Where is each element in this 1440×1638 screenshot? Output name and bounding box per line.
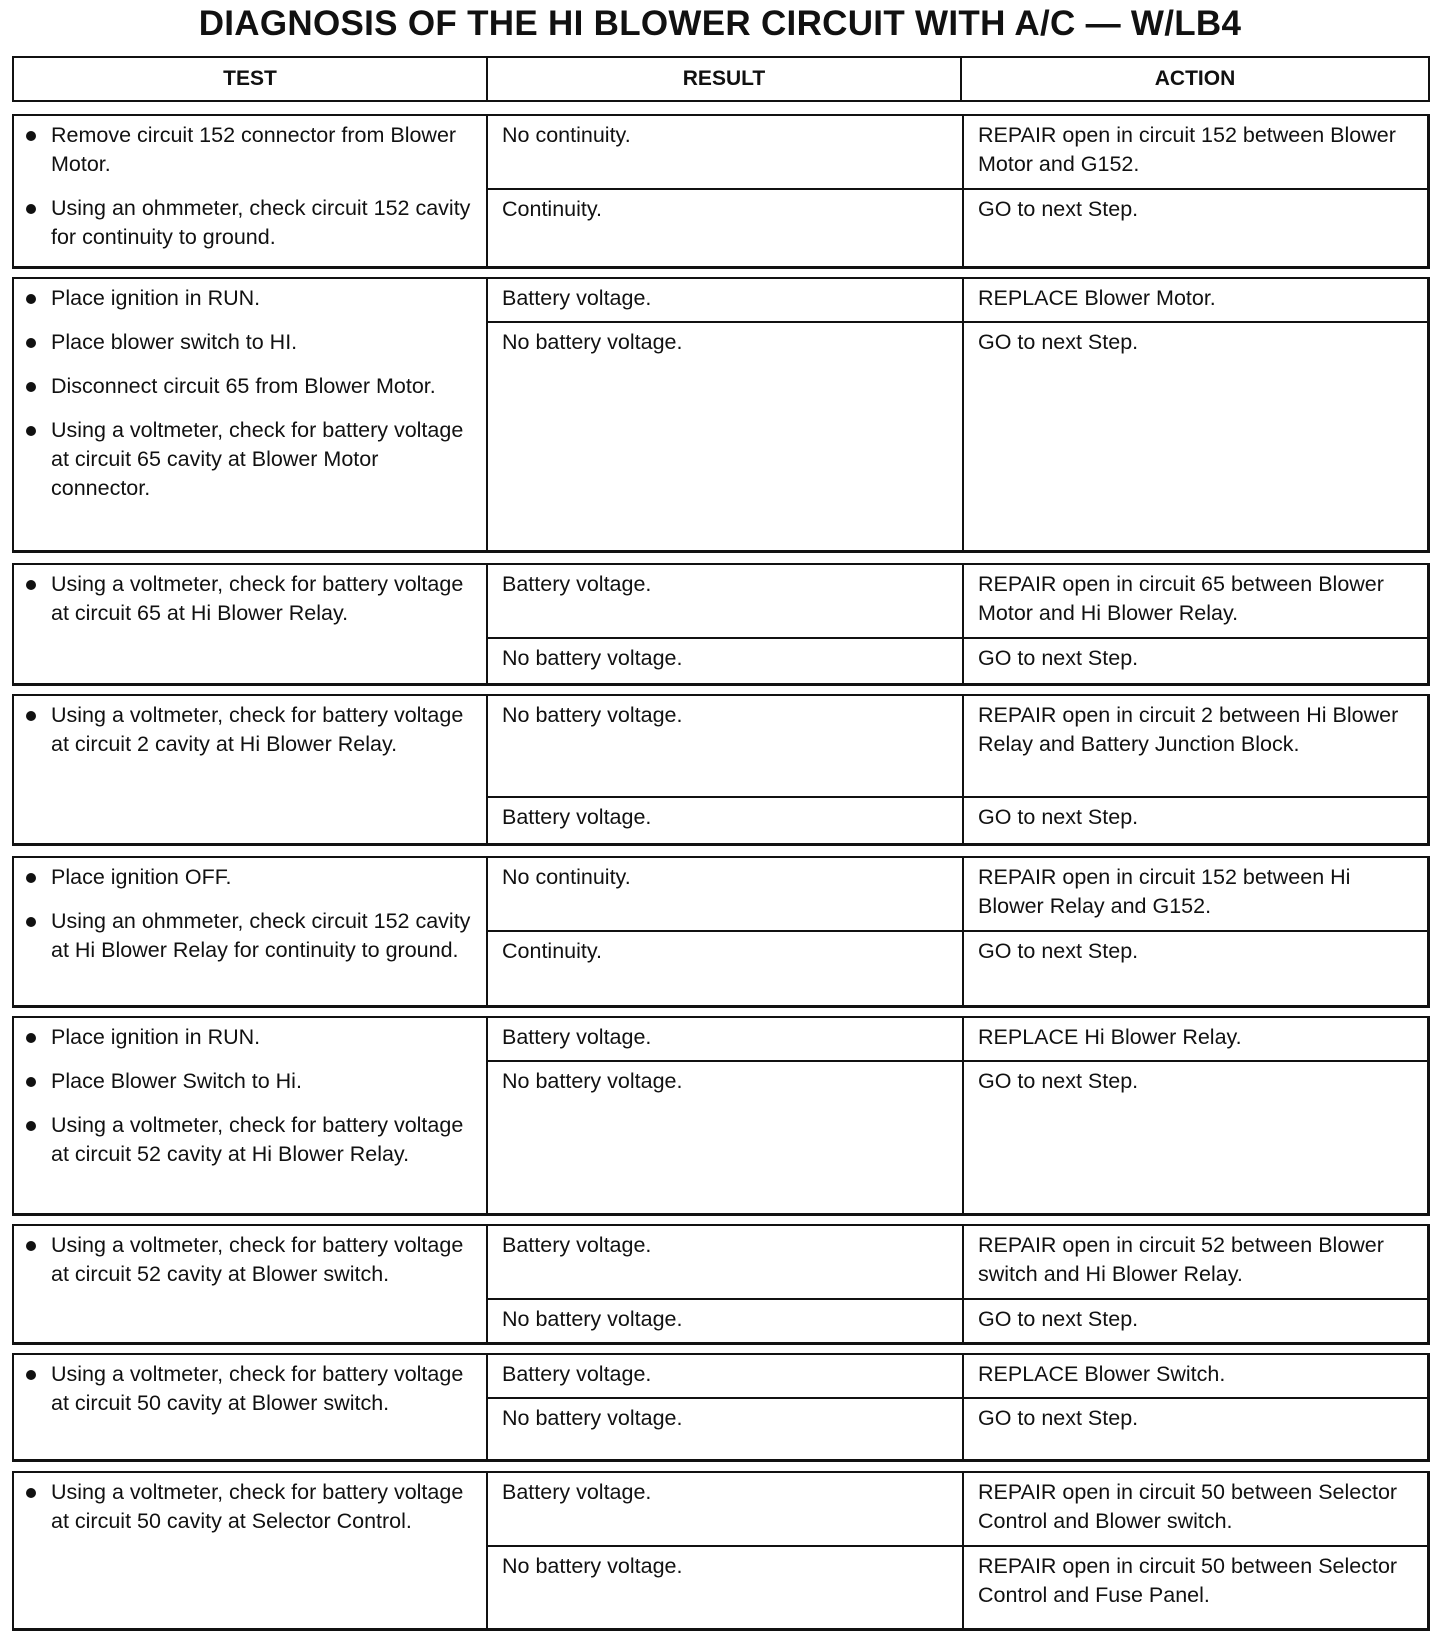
results-group	[486, 1473, 1427, 1628]
test-text: Place ignition OFF.	[51, 865, 232, 889]
action-cell: GO to next Step.	[962, 932, 1427, 1005]
results-group	[486, 696, 1427, 843]
results-group	[486, 116, 1427, 266]
result-cell: No battery voltage.	[502, 1307, 683, 1331]
test-bullet	[26, 907, 478, 965]
test-text: Using a voltmeter, check for battery voltage at circuit 65 at Hi Blower Relay.	[51, 572, 464, 625]
test-bullet	[26, 701, 478, 759]
result-cell: Battery voltage.	[502, 805, 652, 829]
result-cell: No battery voltage.	[502, 1554, 683, 1578]
result-cell: No battery voltage.	[502, 646, 683, 670]
test-cell	[14, 565, 486, 683]
bullet-dot-icon	[26, 131, 36, 141]
step-block	[12, 277, 1430, 553]
test-bullet	[26, 194, 478, 252]
bullet-dot-icon	[26, 1077, 36, 1087]
result-row	[488, 637, 1427, 683]
result-row	[488, 1397, 1427, 1459]
result-row	[488, 321, 1427, 550]
action-cell: REPAIR open in circuit 152 between Hi Blower Relay and G152.	[962, 858, 1427, 930]
bullet-dot-icon	[26, 426, 36, 436]
bullet-dot-icon	[26, 580, 36, 590]
bullet-dot-icon	[26, 873, 36, 883]
bullet-dot-icon	[26, 338, 36, 348]
test-cell	[14, 1355, 486, 1459]
result-cell: Battery voltage.	[502, 1233, 652, 1257]
result-cell: No battery voltage.	[502, 1069, 683, 1093]
bullet-dot-icon	[26, 382, 36, 392]
result-row	[488, 116, 1427, 188]
result-row	[488, 188, 1427, 266]
action-cell: REPAIR open in circuit 52 between Blower switch and Hi Blower Relay.	[962, 1226, 1427, 1298]
header-action: ACTION	[960, 58, 1428, 100]
bullet-dot-icon	[26, 1488, 36, 1498]
action-cell: REPAIR open in circuit 65 between Blower Motor and Hi Blower Relay.	[962, 565, 1427, 637]
test-bullet	[26, 1478, 478, 1536]
bullet-dot-icon	[26, 204, 36, 214]
test-text: Place ignition in RUN.	[51, 1025, 261, 1049]
result-row	[488, 1545, 1427, 1628]
action-cell: GO to next Step.	[962, 323, 1427, 550]
action-cell: GO to next Step.	[962, 1300, 1427, 1342]
action-cell: REPAIR open in circuit 50 between Selector Control and Fuse Panel.	[962, 1547, 1427, 1628]
header-test: TEST	[223, 67, 277, 90]
test-bullet	[26, 416, 478, 503]
test-text: Using a voltmeter, check for battery voltage at circuit 52 cavity at Blower switch.	[51, 1233, 464, 1286]
action-cell: REPLACE Blower Motor.	[962, 279, 1427, 321]
bullet-dot-icon	[26, 1033, 36, 1043]
test-bullet	[26, 1231, 478, 1289]
test-cell	[14, 116, 486, 266]
bullet-dot-icon	[26, 917, 36, 927]
result-cell: No battery voltage.	[502, 1406, 683, 1430]
bullet-dot-icon	[26, 1370, 36, 1380]
test-text: Remove circuit 152 connector from Blower Motor.	[51, 123, 457, 176]
action-cell: GO to next Step.	[962, 798, 1427, 843]
test-text: Place Blower Switch to Hi.	[51, 1069, 302, 1093]
test-text: Using an ohmmeter, check circuit 152 cavity for continuity to ground.	[51, 196, 471, 249]
results-group	[486, 1018, 1427, 1213]
action-cell: GO to next Step.	[962, 639, 1427, 683]
result-cell: Continuity.	[502, 939, 602, 963]
test-text: Using an ohmmeter, check circuit 152 cavity at Hi Blower Relay for continuity to ground.	[51, 909, 471, 962]
test-cell	[14, 696, 486, 843]
page-title: DIAGNOSIS OF THE HI BLOWER CIRCUIT WITH A/C — W/LB4	[198, 4, 1242, 43]
results-group	[486, 565, 1427, 683]
test-text: Using a voltmeter, check for battery voltage at circuit 50 cavity at Selector Control.	[51, 1480, 464, 1533]
result-cell: No continuity.	[502, 123, 631, 147]
header-result: RESULT	[486, 58, 960, 100]
result-cell: No battery voltage.	[502, 703, 683, 727]
test-bullet	[26, 863, 478, 892]
test-bullet	[26, 284, 478, 313]
action-cell: REPAIR open in circuit 152 between Blower Motor and G152.	[962, 116, 1427, 188]
result-cell: No battery voltage.	[502, 330, 683, 354]
step-block	[12, 563, 1430, 686]
result-row	[488, 696, 1427, 796]
test-text: Using a voltmeter, check for battery voltage at circuit 50 cavity at Blower switch.	[51, 1362, 464, 1415]
test-text: Using a voltmeter, check for battery voltage at circuit 2 cavity at Hi Blower Relay.	[51, 703, 464, 756]
step-block	[12, 1224, 1430, 1345]
bullet-dot-icon	[26, 1241, 36, 1251]
bullet-dot-icon	[26, 294, 36, 304]
result-cell: Continuity.	[502, 197, 602, 221]
result-row	[488, 565, 1427, 637]
test-cell	[14, 279, 486, 550]
test-cell	[14, 1018, 486, 1213]
table-header	[12, 56, 1430, 102]
test-bullet	[26, 121, 478, 179]
results-group	[486, 1355, 1427, 1459]
action-cell: REPLACE Hi Blower Relay.	[962, 1018, 1427, 1060]
test-cell	[14, 858, 486, 1005]
step-block	[12, 1016, 1430, 1216]
action-cell: REPAIR open in circuit 2 between Hi Blower Relay and Battery Junction Block.	[962, 696, 1427, 796]
step-block	[12, 1471, 1430, 1631]
test-text: Using a voltmeter, check for battery voltage at circuit 65 cavity at Blower Motor connector.	[51, 418, 464, 500]
result-row	[488, 1298, 1427, 1342]
result-cell: Battery voltage.	[502, 1480, 652, 1504]
result-row	[488, 796, 1427, 843]
test-text: Place blower switch to HI.	[51, 330, 298, 354]
test-text: Using a voltmeter, check for battery voltage at circuit 52 cavity at Hi Blower Relay.	[51, 1113, 464, 1166]
result-cell: Battery voltage.	[502, 286, 652, 310]
test-bullet	[26, 1111, 478, 1169]
action-cell: REPAIR open in circuit 50 between Selector Control and Blower switch.	[962, 1473, 1427, 1545]
step-block	[12, 694, 1430, 846]
action-cell: REPLACE Blower Switch.	[962, 1355, 1427, 1397]
result-cell: Battery voltage.	[502, 1362, 652, 1386]
test-text: Place ignition in RUN.	[51, 286, 261, 310]
result-cell: Battery voltage.	[502, 572, 652, 596]
result-cell: Battery voltage.	[502, 1025, 652, 1049]
action-cell: GO to next Step.	[962, 1062, 1427, 1213]
test-bullet	[26, 328, 478, 357]
result-row	[488, 1018, 1427, 1060]
action-cell: GO to next Step.	[962, 190, 1427, 266]
result-row	[488, 1060, 1427, 1213]
test-bullet	[26, 570, 478, 628]
test-bullet	[26, 1360, 478, 1418]
result-row	[488, 1355, 1427, 1397]
result-row	[488, 1226, 1427, 1298]
action-cell: GO to next Step.	[962, 1399, 1427, 1459]
result-row	[488, 1473, 1427, 1545]
result-row	[488, 930, 1427, 1005]
results-group	[486, 858, 1427, 1005]
result-row	[488, 279, 1427, 321]
result-cell: No continuity.	[502, 865, 631, 889]
test-cell	[14, 1473, 486, 1628]
test-bullet	[26, 1067, 478, 1096]
result-row	[488, 858, 1427, 930]
step-block	[12, 856, 1430, 1008]
bullet-dot-icon	[26, 711, 36, 721]
step-block	[12, 114, 1430, 269]
test-bullet	[26, 372, 478, 401]
test-bullet	[26, 1023, 478, 1052]
step-block	[12, 1353, 1430, 1462]
test-text: Disconnect circuit 65 from Blower Motor.	[51, 374, 436, 398]
results-group	[486, 279, 1427, 550]
results-group	[486, 1226, 1427, 1342]
test-cell	[14, 1226, 486, 1342]
bullet-dot-icon	[26, 1121, 36, 1131]
